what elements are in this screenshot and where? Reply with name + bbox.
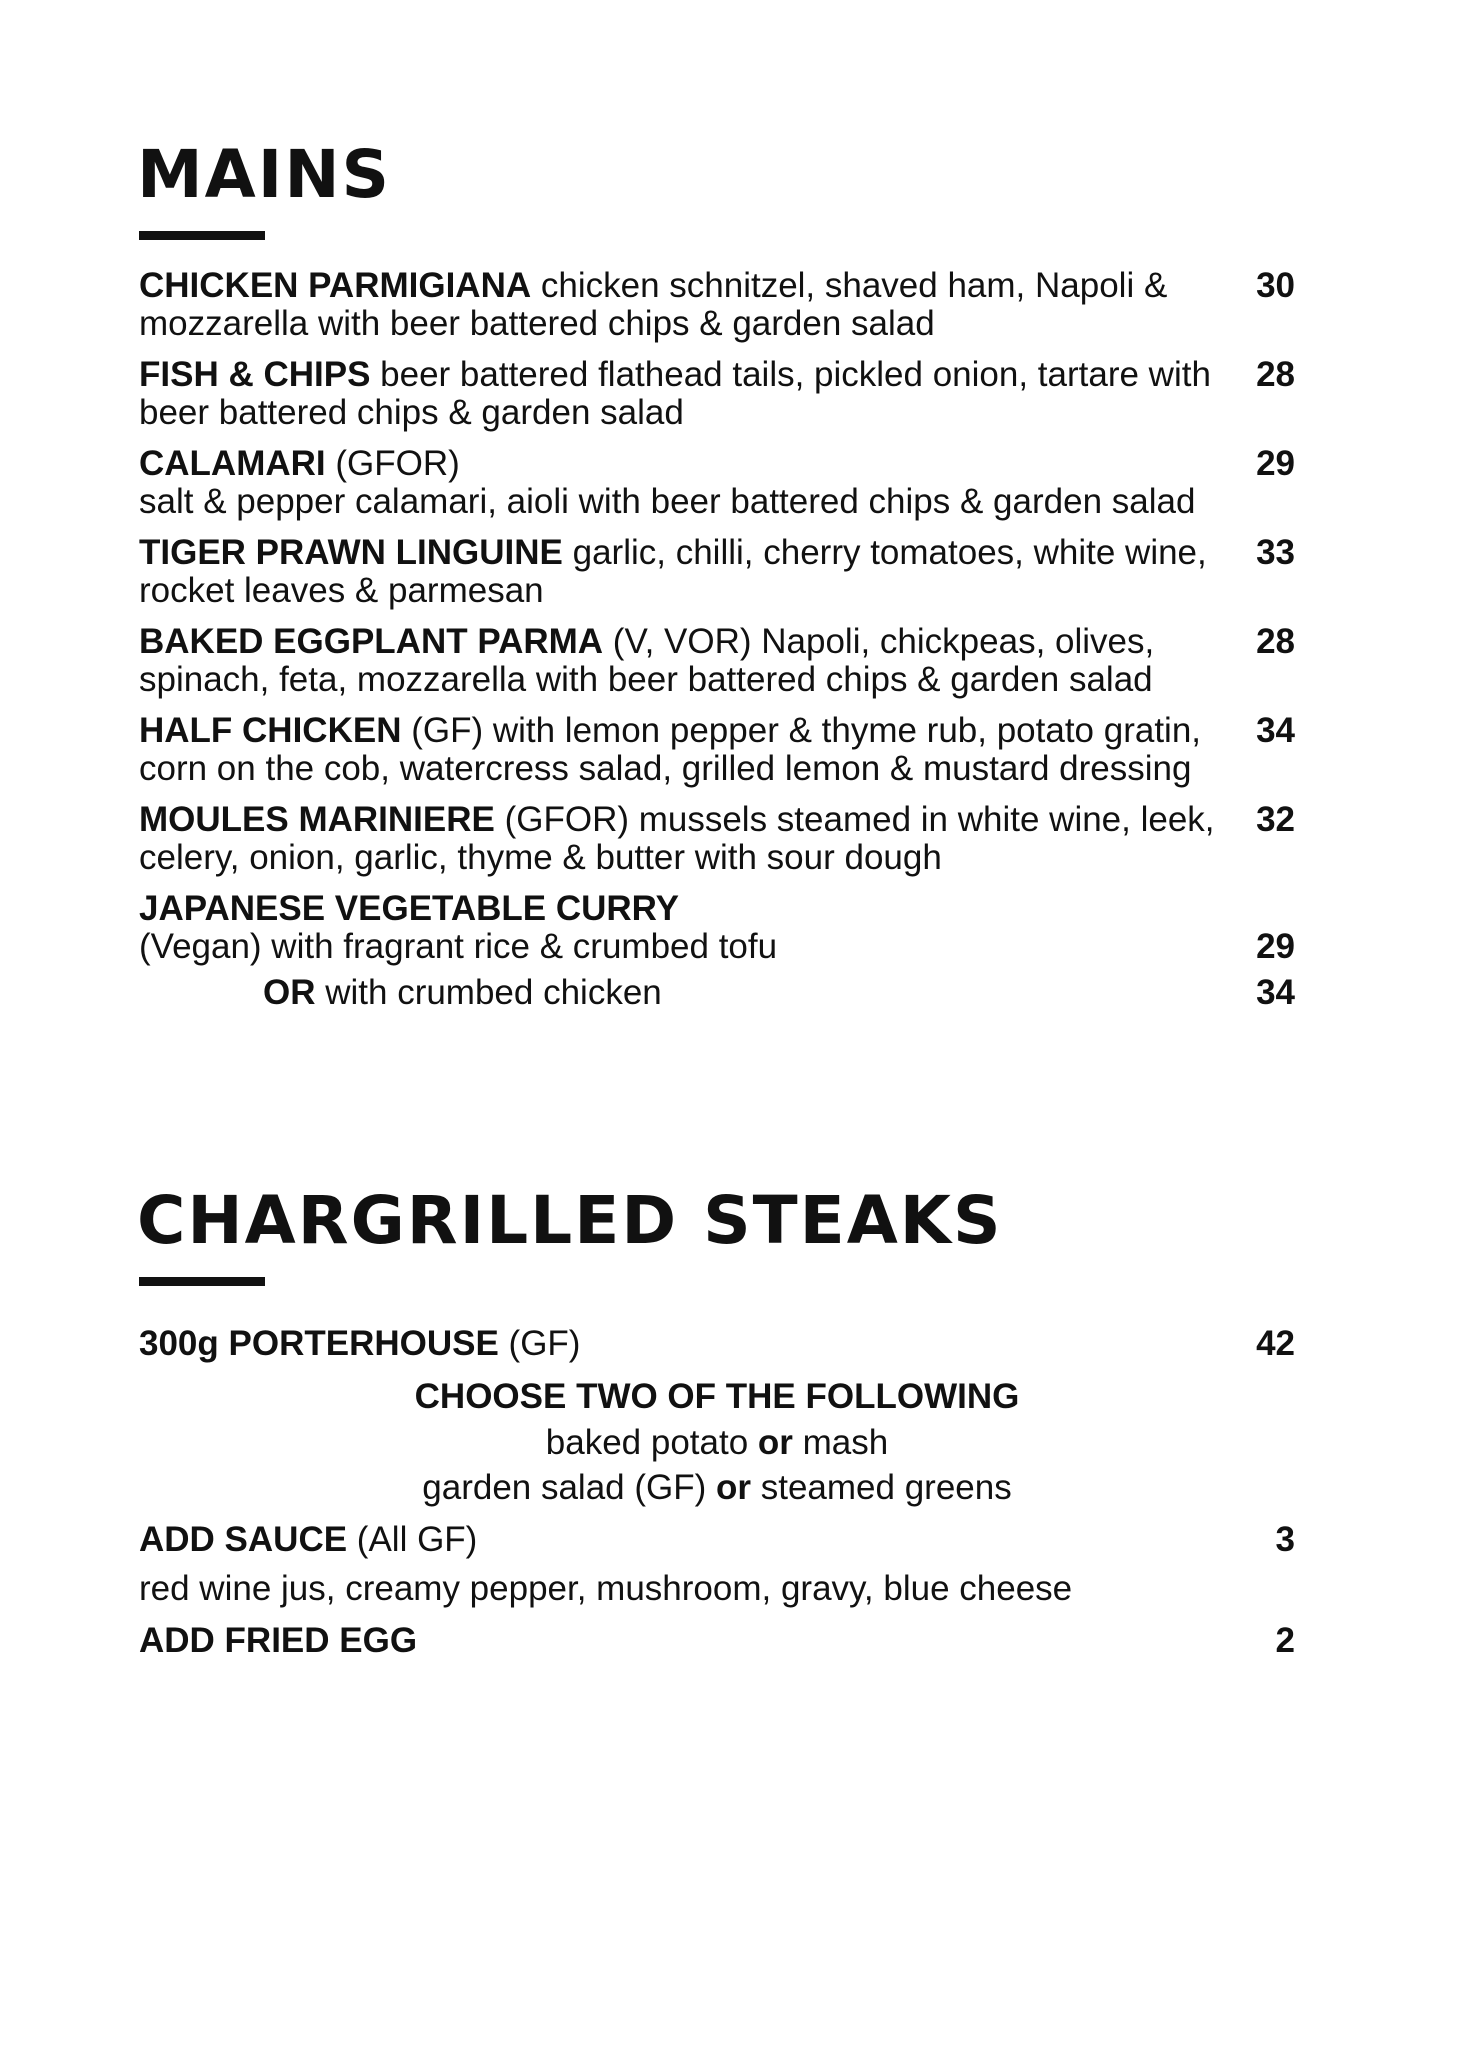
- menu-item-price: 28: [1256, 622, 1295, 661]
- menu-item-name: CHICKEN PARMIGIANA: [139, 266, 532, 305]
- menu-item-text: [139, 445, 1229, 521]
- menu-item-name: CALAMARI: [139, 444, 326, 483]
- menu-item-description: (All GF): [347, 1520, 478, 1559]
- menu-item-price: 33: [1256, 533, 1295, 572]
- menu-item-text: [139, 356, 1229, 432]
- menu-item-price: 30: [1256, 266, 1295, 305]
- menu-item-moules-mariniere: [139, 801, 1295, 877]
- menu-item-name: ADD SAUCE: [139, 1520, 348, 1559]
- side-or-word: or: [716, 1468, 752, 1507]
- menu-item-description: chicken schnitzel, shaved ham, Napoli & mozzarella with beer battered chips & garden salad: [139, 266, 1168, 343]
- curry-option-tofu: [139, 928, 1295, 966]
- menu-item-description: garlic, chilli, cherry tomatoes, white wine, rocket leaves & parmesan: [139, 533, 1207, 610]
- menu-item-price: 29: [1256, 444, 1295, 483]
- curry-option-description: (Vegan) with fragrant rice & crumbed tofu: [139, 927, 778, 966]
- menu-item-description-line2: salt & pepper calamari, aioli with beer battered chips & garden salad: [139, 482, 1196, 521]
- side-option-potato: [139, 1424, 1295, 1462]
- menu-item-name: HALF CHICKEN: [139, 711, 402, 750]
- menu-item-baked-eggplant-parma: [139, 623, 1295, 699]
- menu-item-text: [139, 267, 1229, 343]
- curry-option-chicken: [139, 974, 1295, 1012]
- mains-heading-rule: [139, 231, 265, 240]
- menu-item-text: [139, 534, 1229, 610]
- side-option-b: steamed greens: [751, 1468, 1012, 1507]
- menu-item-price: 32: [1256, 800, 1295, 839]
- menu-item-text: [139, 623, 1229, 699]
- menu-item-text: [139, 712, 1229, 788]
- menu-item-description: (GFOR): [325, 444, 460, 483]
- menu-item-name: JAPANESE VEGETABLE CURRY: [139, 889, 679, 928]
- sauce-list: red wine jus, creamy pepper, mushroom, gravy, blue cheese: [139, 1569, 1073, 1608]
- side-option-a: baked potato: [545, 1423, 758, 1462]
- menu-item-text: [139, 801, 1229, 877]
- curry-option-price: 34: [1256, 973, 1295, 1012]
- menu-item-chicken-parmigiana: [139, 267, 1295, 343]
- menu-item-name: ADD FRIED EGG: [139, 1621, 418, 1660]
- curry-or-word: OR: [263, 973, 316, 1012]
- menu-item-name: TIGER PRAWN LINGUINE: [139, 533, 563, 572]
- menu-item-name: MOULES MARINIERE: [139, 800, 495, 839]
- steaks-heading-rule: [139, 1277, 265, 1286]
- menu-item-price: 3: [1275, 1520, 1295, 1559]
- menu-item-price: 2: [1275, 1621, 1295, 1660]
- menu-item-price: 34: [1256, 711, 1295, 750]
- choose-two-heading: CHOOSE TWO OF THE FOLLOWING: [414, 1377, 1020, 1416]
- menu-item-japanese-vegetable-curry: [139, 890, 1295, 928]
- menu-item-tiger-prawn-linguine: [139, 534, 1295, 610]
- menu-item-fish-and-chips: [139, 356, 1295, 432]
- steaks-heading: CHARGRILLED STEAKS: [137, 1182, 1003, 1259]
- menu-item-description: (GFOR) mussels steamed in white wine, leek, celery, onion, garlic, thyme & butter with sour dough: [139, 800, 1215, 877]
- menu-item-name: 300g PORTERHOUSE: [139, 1324, 499, 1363]
- menu-item-porterhouse: [139, 1325, 1295, 1363]
- menu-item-name: BAKED EGGPLANT PARMA: [139, 622, 604, 661]
- menu-item-description: beer battered flathead tails, pickled onion, tartare with beer battered chips & garden salad: [139, 355, 1211, 432]
- side-or-word: or: [757, 1423, 793, 1462]
- mains-heading: MAINS: [137, 136, 392, 213]
- menu-item-description: (GF) with lemon pepper & thyme rub, potato gratin, corn on the cob, watercress salad, grilled lemon & mustard dressing: [139, 711, 1202, 788]
- side-option-b: mash: [792, 1423, 889, 1462]
- side-option-salad: [139, 1469, 1295, 1507]
- menu-item-description: (V, VOR) Napoli, chickpeas, olives, spinach, feta, mozzarella with beer battered chips & garden salad: [139, 622, 1155, 699]
- menu-item-add-fried-egg: [139, 1622, 1295, 1660]
- menu-item-name: FISH & CHIPS: [139, 355, 371, 394]
- menu-item-add-sauce: [139, 1521, 1295, 1559]
- menu-item-price: 42: [1256, 1324, 1295, 1363]
- menu-item-half-chicken: [139, 712, 1295, 788]
- curry-option-price: 29: [1256, 927, 1295, 966]
- side-option-a: garden salad (GF): [422, 1468, 717, 1507]
- menu-item-calamari: [139, 445, 1295, 521]
- curry-option-description: with crumbed chicken: [315, 973, 662, 1012]
- menu-item-description: (GF): [498, 1324, 581, 1363]
- menu-item-price: 28: [1256, 355, 1295, 394]
